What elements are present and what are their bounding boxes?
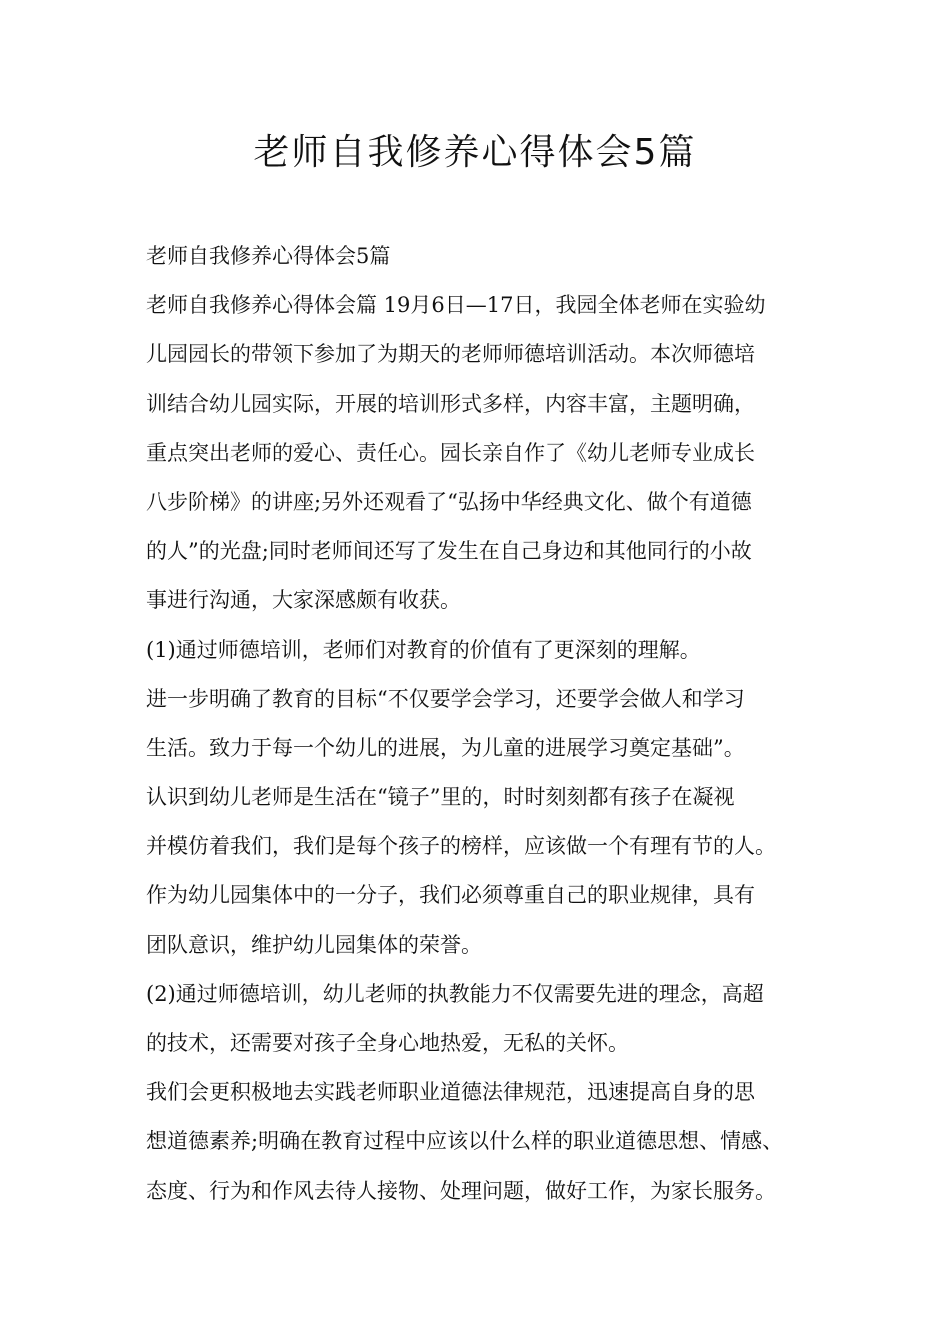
body-line: 八步阶梯》的讲座;另外还观看了“弘扬中华经典文化、做个有道德 bbox=[146, 489, 752, 514]
body-line: 儿园园长的带领下参加了为期天的老师师德培训活动。本次师德培 bbox=[146, 342, 755, 367]
body-line: 的技术，还需要对孩子全身心地热爱，无私的关怀。 bbox=[146, 1031, 629, 1055]
body-line: 老师自我修养心得体会5篇 bbox=[146, 244, 391, 268]
body-line: (2)通过师德培训，幼儿老师的执教能力不仅需要先进的理念，高超 bbox=[146, 981, 764, 1006]
body-line: (1)通过师德培训，老师们对教育的价值有了更深刻的理解。 bbox=[146, 637, 701, 662]
body-line: 想道德素养;明确在教育过程中应该以什么样的职业道德思想、情感、 bbox=[146, 1129, 784, 1154]
body-line: 并模仿着我们，我们是每个孩子的榜样，应该做一个有理有节的人。 bbox=[146, 834, 776, 859]
body-line: 作为幼儿园集体中的一分子，我们必须尊重自己的职业规律，具有 bbox=[146, 883, 755, 908]
body-line: 训结合幼儿园实际，开展的培训形式多样，内容丰富，主题明确， bbox=[146, 391, 755, 416]
body-line: 态度、行为和作风去待人接物、处理问题，做好工作，为家长服务。 bbox=[146, 1178, 776, 1203]
body-line: 重点突出老师的爱心、责任心。园长亲自作了《幼儿老师专业成长 bbox=[146, 440, 755, 465]
body-line: 团队意识，维护幼儿园集体的荣誉。 bbox=[146, 932, 482, 957]
document-title: 老师自我修养心得体会5篇 bbox=[253, 132, 697, 173]
body-line: 我们会更积极地去实践老师职业道德法律规范，迅速提高自身的思 bbox=[146, 1080, 755, 1105]
body-line: 老师自我修养心得体会篇 19月6日—17日，我园全体老师在实验幼 bbox=[146, 293, 766, 318]
body-line: 进一步明确了教育的目标“不仅要学会学习，还要学会做人和学习 bbox=[146, 686, 745, 711]
body-line: 事进行沟通，大家深感颇有收获。 bbox=[146, 588, 461, 613]
document-body bbox=[146, 232, 826, 1216]
body-line: 的人”的光盘;同时老师间还写了发生在自己身边和其他同行的小故 bbox=[146, 539, 752, 564]
body-line: 生活。致力于每一个幼儿的进展，为儿童的进展学习奠定基础”。 bbox=[146, 735, 745, 760]
body-line: 认识到幼儿老师是生活在“镜子”里的，时时刻刻都有孩子在凝视 bbox=[146, 785, 735, 810]
